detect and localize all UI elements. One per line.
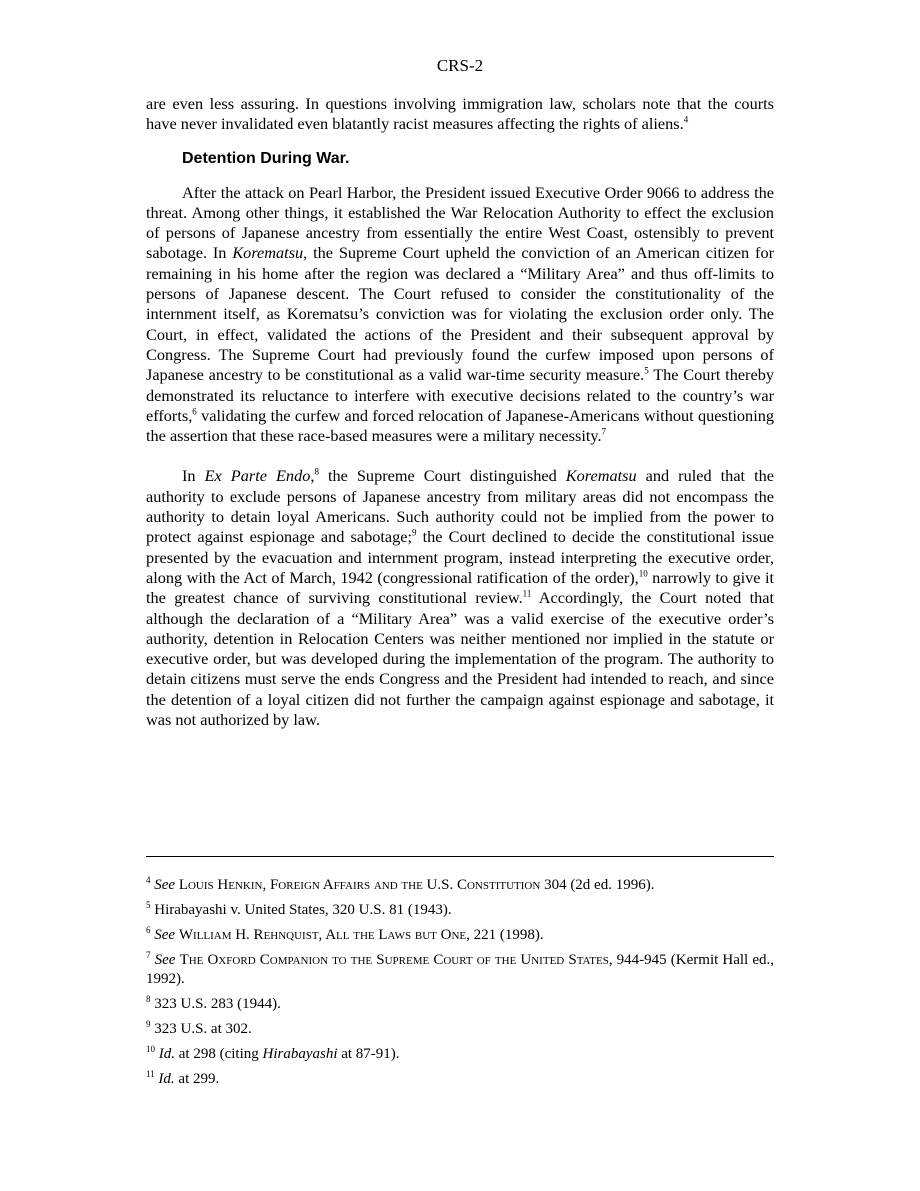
footnote-ref-10[interactable]: 10 bbox=[638, 568, 648, 579]
footnote-ref-6[interactable]: 6 bbox=[192, 406, 197, 417]
paragraph-korematsu: After the attack on Pearl Harbor, the President issued Executive Order 9066 to address the threat. Among other things, it established the War Relocation Authority to effect the exclusion of persons of Japanese ancestry from essentially the entire West Coast, ostensibly to prevent sabotage. In Korematsu, the Supreme Court upheld the conviction of an American citizen for remaining in his home after the region was declared a “Military Area” and thus off-limits to persons of Japanese descent. The Court refused to consider the constitutionality of the internment itself, as Korematsu’s conviction was for violating the exclusion order only. The Court, in effect, validated the actions of the President and their subsequent approval by Congress. The Supreme Court had previously found the curfew imposed upon persons of Japanese ancestry to be constitutional as a valid war-time security measure.$^5$ The Court thereby demonstrated its reluctance to interfere with executive decisions related to the country’s war efforts,$^6$ validating the curfew and forced relocation of Japanese-Americans without questioning the assertion that these race-based measures were a military necessity.$^7$ bbox=[146, 182, 775, 446]
footnote-8: $^8$ 323 U.S. 283 (1944). bbox=[146, 994, 281, 1012]
footnote-ref-8[interactable]: 8 bbox=[314, 467, 319, 478]
body-text bbox=[146, 94, 774, 730]
footnote-7: $^7$ See The Oxford Companion to the Supreme Court of the United States, 944-945 (Kermit Hall ed., 1992). bbox=[146, 950, 774, 987]
footnote-divider bbox=[146, 856, 774, 857]
footnote-ref-4[interactable]: 4 bbox=[683, 114, 689, 125]
footnotes bbox=[146, 876, 774, 1095]
footnote-ref-5[interactable]: 5 bbox=[644, 365, 649, 376]
footnote-9: $^9$ 323 U.S. at 302. bbox=[146, 1019, 252, 1037]
section-heading: Detention During War. bbox=[182, 149, 350, 167]
case-name: Ex Parte Endo bbox=[204, 466, 311, 486]
paragraph-endo: In Ex Parte Endo,$^8$ the Supreme Court distinguished Korematsu and ruled that the authority to exclude persons of Japanese ancestry from military areas did not encompass the authority to detain loyal Americans. Such authority could not be implied from the power to protect against espionage and sabotage;$^9$ the Court declined to decide the constitutional issue presented by the evacuation and internment program, instead interpreting the executive order, along with the Act of March, 1942 (congressional ratification of the order),$^{10}$ narrowly to give it the greatest chance of surviving constitutional review.$^{11}$ Accordingly, the Court noted that although the declaration of a “Military Area” was a valid exercise of the executive order’s authority, detention in Relocation Centers was neither mentioned nor implied in the statute or executive order, but was developed during the implementation of the program. The authority to detain citizens must serve the ends Congress and the President had intended to reach, and since the detention of a loyal citizen did not further the campaign against espionage and sabotage, it was not authorized by law. bbox=[146, 466, 775, 730]
footnote-4: $^4$ See Louis Henkin, Foreign Affairs and the U.S. Constitution 304 (2d ed. 1996). bbox=[146, 875, 655, 893]
page-header: CRS-2 bbox=[436, 56, 484, 75]
footnote-ref-11[interactable]: 11 bbox=[522, 588, 532, 599]
footnote-5: $^5$ Hirabayashi v. United States, 320 U.S. 81 (1943). bbox=[146, 900, 452, 918]
footnote-11: $^{11}$ Id. at 299. bbox=[146, 1069, 220, 1087]
footnote-ref-7[interactable]: 7 bbox=[601, 426, 607, 437]
case-name: Korematsu bbox=[565, 466, 637, 486]
footnote-6: $^6$ See William H. Rehnquist, All the Laws but One, 221 (1998). bbox=[146, 925, 544, 943]
footnote-10: $^{10}$ Id. at 298 (citing Hirabayashi at 87-91). bbox=[146, 1044, 400, 1062]
case-name: Korematsu bbox=[232, 243, 304, 263]
footnote-ref-9[interactable]: 9 bbox=[412, 527, 417, 538]
intro-paragraph: are even less assuring. In questions involving immigration law, scholars note that the courts have never invalidated even blatantly racist measures affecting the rights of aliens.$^4$ bbox=[146, 94, 774, 134]
